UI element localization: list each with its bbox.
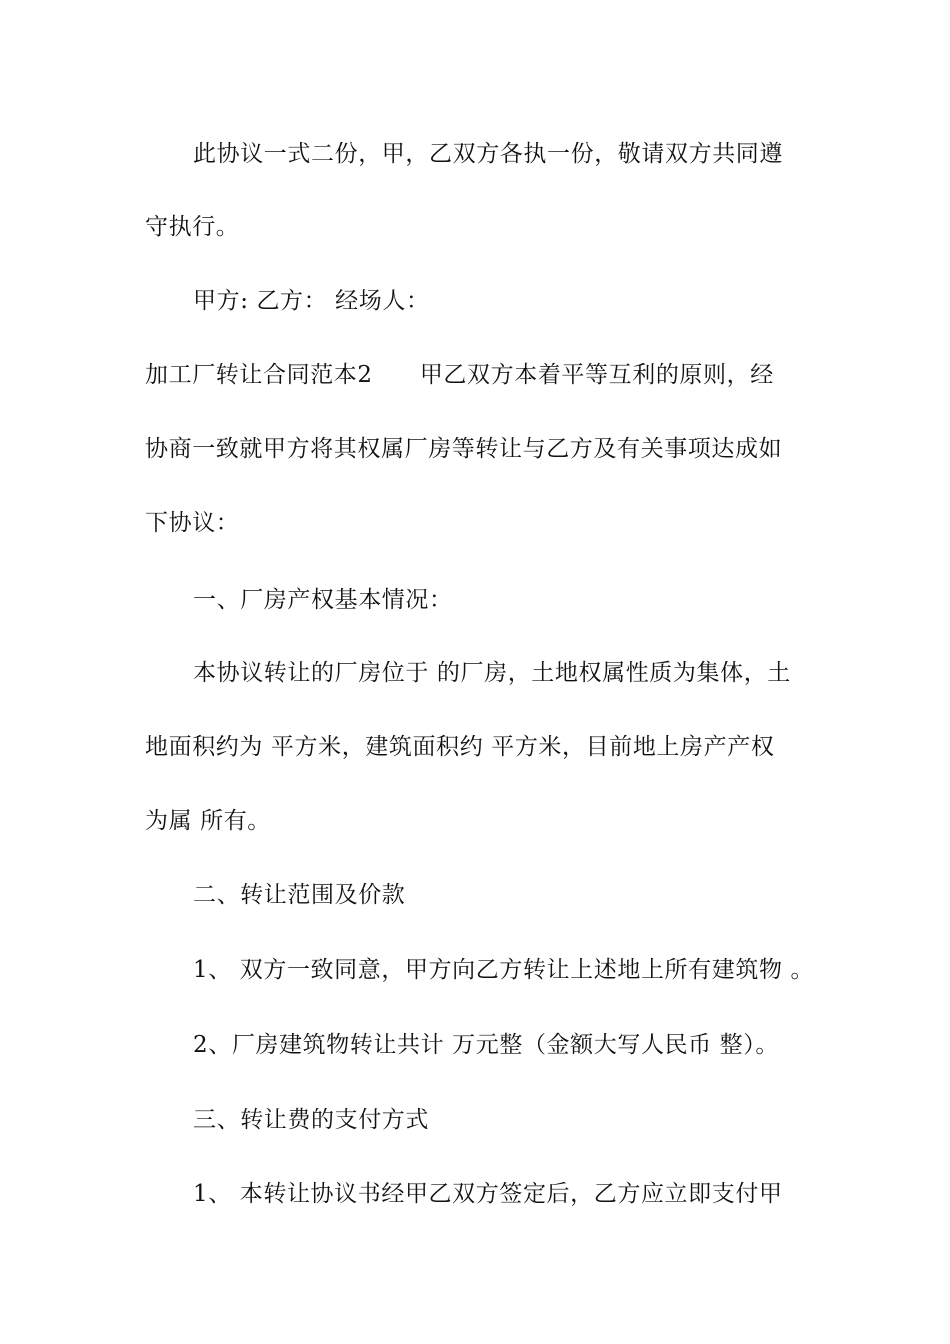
paragraph-line: 本协议转让的厂房位于 的厂房，土地权属性质为集体，土 xyxy=(193,660,791,686)
paragraph-line: 协商一致就甲方将其权属厂房等转让与乙方及有关事项达成如 xyxy=(145,436,783,462)
paragraph-line: 此协议一式二份，甲，乙双方各执一份，敬请双方共同遵 xyxy=(193,141,783,167)
paragraph-line: 甲方: 乙方： 经场人： xyxy=(193,288,430,314)
paragraph-line: 守执行。 xyxy=(145,214,240,240)
paragraph-line: 地面积约为 平方米，建筑面积约 平方米，目前地上房产产权 xyxy=(145,734,775,760)
paragraph-line: 为属 所有。 xyxy=(145,808,271,834)
section-heading: 一、厂房产权基本情况： xyxy=(193,587,453,613)
paragraph-line: 加工厂转让合同范本2 甲乙双方本着平等互利的原则，经 xyxy=(145,362,774,388)
section-heading: 二、转让范围及价款 xyxy=(193,882,406,908)
paragraph-line: 2、厂房建筑物转让共计 万元整（金额大写人民币 整）。 xyxy=(193,1032,779,1058)
section-heading: 三、转让费的支付方式 xyxy=(193,1107,429,1133)
paragraph-line: 1、 本转让协议书经甲乙双方签定后，乙方应立即支付甲 xyxy=(193,1181,783,1207)
paragraph-line: 1、 双方一致同意，甲方向乙方转让上述地上所有建筑物 。 xyxy=(193,957,815,983)
paragraph-line: 下协议： xyxy=(145,510,240,536)
